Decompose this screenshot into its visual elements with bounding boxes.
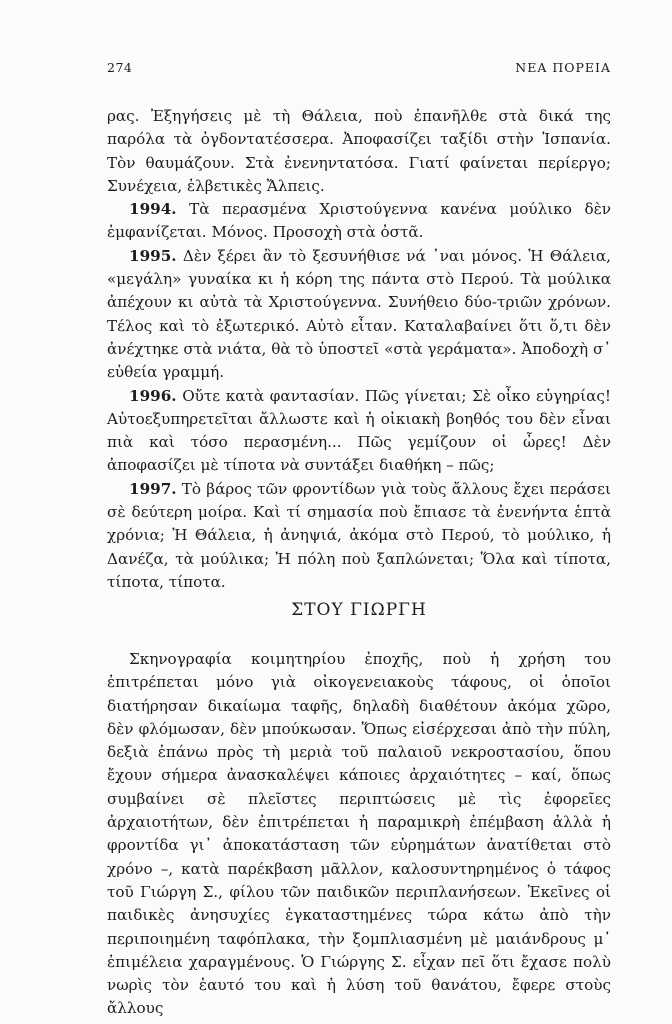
section-body bbox=[107, 648, 611, 1021]
year-entry-1997 bbox=[107, 478, 611, 594]
year-label: 1994. bbox=[129, 200, 177, 219]
year-label: 1997. bbox=[129, 479, 177, 498]
entry-text: Οὔτε κατὰ φαντασίαν. Πῶς γίνεται; Σὲ οἶκο εὐγηρίας! Αὐτοεξυπηρετεῖται ἄλλωστε καὶ ἡ οἰκιακὴ βοηθός του δὲν εἶναι πιὰ καὶ τόσο περασμένη... Πῶς γεμίζουν οἱ ὧρες! Δὲν ἀποφασίζει μὲ τίποτα νὰ συντάξει διαθήκη – πῶς; bbox=[107, 386, 611, 475]
running-title: ΝΕΑ ΠΟΡΕΙΑ bbox=[515, 60, 611, 75]
year-entry-1994 bbox=[107, 198, 611, 245]
continued-paragraph bbox=[107, 105, 611, 198]
chronology-text bbox=[107, 105, 611, 594]
entry-text: Τὸ βάρος τῶν φροντίδων γιὰ τοὺς ἄλλους ἔχει περάσει σὲ δεύτερη μοίρα. Καὶ τί σημασία ποὺ ἔπιασε τὰ ἐνενήντα ἑπτὰ χρόνια; Ἡ Θάλεια, ἡ ἀνηψιά, ἀκόμα στὸ Περού, τὸ μούλικο, ἡ Δανέζα, τὰ μούλικα; Ἡ πόλη ποὺ ξαπλώνεται; Ὅλα καὶ τίποτα, τίποτα, τίποτα. bbox=[107, 479, 611, 591]
entry-text: Δὲν ξέρει ἂν τὸ ξεσυνήθισε νά ᾽ναι μόνος. Ἡ Θάλεια, «μεγάλη» γυναίκα κι ἡ κόρη της πάντα στὸ Περού. Τὰ μούλικα ἀπέχουν κι αὐτὰ τὰ Χριστούγεννα. Συνήθειο δύο-τριῶν χρόνων. Τέλος καὶ τὸ ἐξωτερικό. Αὐτὸ εἶταν. Καταλαβαίνει ὅτι ὅ,τι δὲν ἀνέχτηκε στὰ νιάτα, θὰ τὸ ὑποστεῖ «στὰ γεράματα». Ἀποδοχὴ σ᾽ εὐθεία γραμμή. bbox=[107, 246, 611, 382]
year-label: 1996. bbox=[129, 386, 177, 405]
page-number: 274 bbox=[107, 60, 133, 75]
section-title: ΣΤΟΥ ΓΙΩΡΓΗ bbox=[291, 600, 427, 620]
year-entry-1996 bbox=[107, 385, 611, 478]
year-label: 1995. bbox=[129, 246, 177, 265]
year-entry-1995 bbox=[107, 245, 611, 385]
section-paragraph: Σκηνογραφία κοιμητηρίου ἐποχῆς, ποὺ ἡ χρήση του ἐπιτρέπεται μόνο γιὰ οἰκογενειακοὺς τάφους, οἱ ὁποῖοι διατήρησαν δικαίωμα ταφῆς, δηλαδὴ διαθέτουν ἀκόμα χῶρο, δὲν φλόμωσαν, δὲν μπούκωσαν. Ὅπως εἰσέρχεσαι ἀπὸ τὴν πύλη, δεξιὰ ἐπάνω πρὸς τὴ μεριὰ τοῦ παλαιοῦ νεκροστασίου, ὅπου ἔχουν σήμερα ἀνασκαλέψει κάποιες ἀρχαιότητες – καί, ὅπως συμβαίνει σὲ πλεῖστες περιπτώσεις μὲ τὶς ἐφορεῖες ἀρχαιοτήτων, δὲν ἐπιτρέπεται ἡ παραμικρὴ ἐπέμβαση ἀλλὰ ἡ φροντίδα γι᾽ ἀποκατάσταση τῶν εὑρημάτων ἀνατίθεται στὸ χρόνο –, κατὰ παρέκβαση μᾶλλον, καλοσυντηρημένος ὁ τάφος τοῦ Γιώργη Σ., φίλου τῶν παιδικῶν περιπλανήσεων. Ἐκεῖνες οἱ παιδικὲς ἀνησυχίες ἐγκαταστημένες τώρα κάτω ἀπὸ τὴν περιποιημένη ταφόπλακα, τὴν ξομπλιασμένη μὲ μαιάνδρους μ᾽ ἐπιμέλεια χαραγμένους. Ὁ Γιώργης Σ. εἶχαν πεῖ ὅτι ἔχασε πολὺ νωρὶς τὸν ἑαυτό του καὶ ἡ λύση τοῦ θανάτου, ἔφερε στοὺς ἄλλους bbox=[107, 650, 611, 1018]
running-head bbox=[107, 60, 611, 80]
entry-text: Τὰ περασμένα Χριστούγεννα κανένα μούλικο δὲν ἐμφανίζεται. Μόνος. Προσοχὴ στὰ ὀστᾶ. bbox=[107, 200, 611, 242]
paragraph-text: ρας. Ἐξηγήσεις μὲ τὴ Θάλεια, ποὺ ἐπανῆλθε στὰ δικά της παρόλα τὰ ὀγδοντατέσσερα. Ἀποφασίζει ταξίδι στὴν Ἰσπανία. Τὸν θαυμάζουν. Στὰ ἐνενηντατόσα. Γιατί φαίνεται περίεργο; Συνέχεια, ἐλβετικὲς Ἄλπεις. bbox=[107, 107, 611, 195]
